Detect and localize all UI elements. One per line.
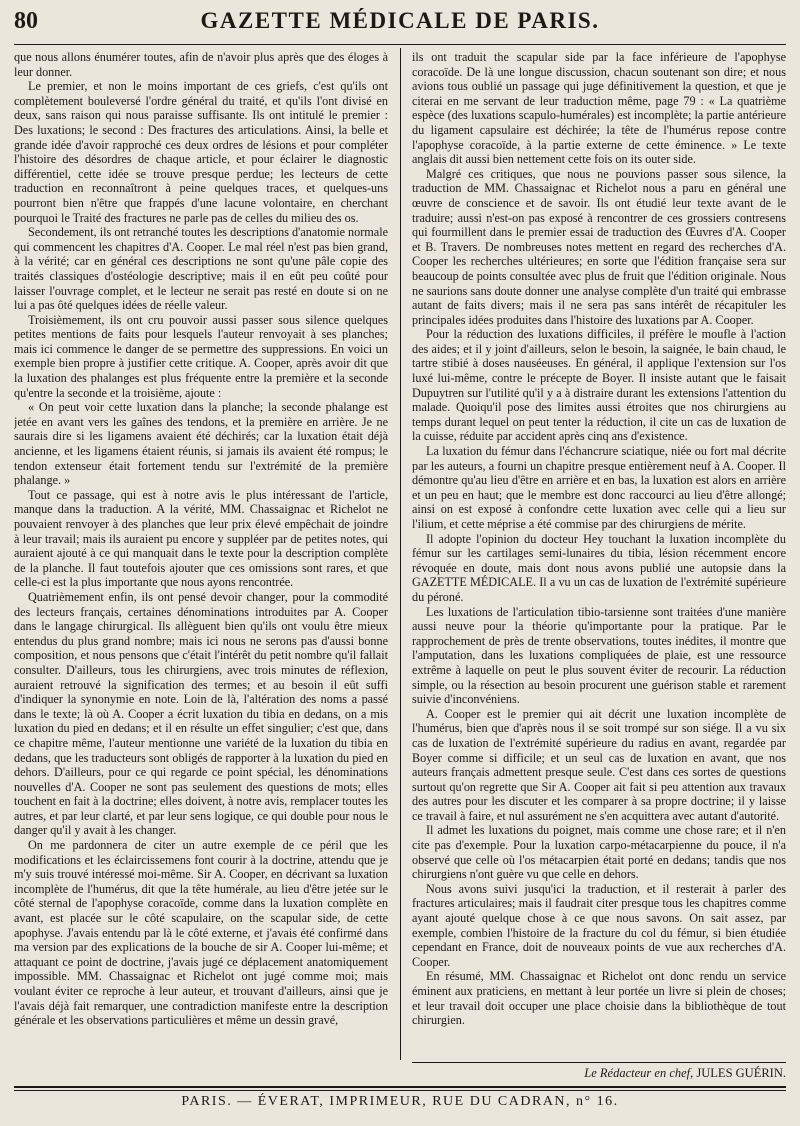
paragraph: La luxation du fémur dans l'échancrure sciatique, niée ou fort mal décrite par les auteurs, a fourni un chapitre presque entièrement neuf à A. Cooper. Il démontre qu'au lieu d'être en arrière et en bas, la luxation est alors en arrière et un peu en haut; que le membre est donc raccourci au lieu d'être allongé; ainsi on est exposé à confondre cette luxation avec celle qui a lieu sur l'ilium, et cette méprise a été commise par des chirurgiens de mérite. (412, 444, 786, 531)
paragraph: Malgré ces critiques, que nous ne pouvions passer sous silence, la traduction de MM. Chassaignac et Richelot nous a paru en général une œuvre de conscience et de savoir. Ils ont étudié leur texte avant de le traduire; aussi n'est-on pas exposé à rencontrer de ces grossiers contresens qui fourmillent dans le premier essai de traduction des Œuvres d'A. Cooper et B. Travers. De nombreuses notes mettent en regard des recherches d'A. Cooper les recherches ultérieures; en sorte que l'édition française sera sur beaucoup de points consultée avec plus de fruit que l'édition originale. Nous ne saurions sans doute donner une analyse complète d'un traité qui embrasse autant de faits divers; mais il ne sera pas sans intérêt de récapituler les principales idées produites dans l'histoire des luxations par A. Cooper. (412, 166, 786, 327)
signature-role: Le Rédacteur en chef, (584, 1066, 694, 1080)
paragraph: Pour la réduction des luxations difficiles, il préfère le moufle à l'action des aides; et il y joint d'ailleurs, selon le besoin, la saignée, le bain chaud, le tartre stibié à doses nauséeuses. En général, il applique l'extension sur l'os luxé lui-même, contre le précepte de Boyer. Il insiste autant que le faisait Dupuytren sur l'utilité qu'il y a à distraire durant les extensions l'attention du malade. Quoiqu'il pose des limites aussi étroites que nos chirurgiens au temps durant lequel on peut tenter la réduction, il cite un cas de luxation de la cuisse, réduite par accident après cinq ans d'existence. (412, 327, 786, 444)
paragraph: que nous allons énumérer toutes, afin de n'avoir plus après que des éloges à leur donner. (14, 50, 388, 79)
footer-rule (14, 1086, 786, 1088)
paragraph: Il adopte l'opinion du docteur Hey touchant la luxation incomplète du fémur sur les cartilages semi-lunaires du tibia, lésion récemment encore révoquée en doute, mais dont nous avons publié une autopsie dans la GAZETTE MÉDICALE. Il a vu un cas de luxation de l'extrémité supérieure du péroné. (412, 531, 786, 604)
journal-title: GAZETTE MÉDICALE DE PARIS. (200, 8, 600, 33)
paragraph: Les luxations de l'articulation tibio-tarsienne sont traitées d'une manière aussi neuve pour la théorie qu'importante pour la pratique. Par le rapprochement de près de trente observations, toutes inédites, il montre que l'amputation, dans les luxations compliquées de plaie, est une ressource extrême à laquelle on peut le plus souvent éviter de recourir. La réduction simple, ou la résection au besoin procurent une guérison stable et rarement suivie d'inconvéniens. (412, 604, 786, 707)
column-divider (400, 48, 401, 1060)
paragraph: On me pardonnera de citer un autre exemple de ce péril que les modifications et les éclaircissemens font courir à la doctrine, attendu que je m'y suis trouvé intéressé moi-même. Sir A. Cooper, en décrivant sa luxation incomplète de l'humérus, dit que la tête humérale, au lieu d'être jetée sur le côté sternal de l'apophyse coracoïde, comme dans la luxation complète en avant, est placée sur le côté scapulaire, on the scapular side, de cette apophyse. J'avais entendu par là le côté externe, et j'avais été confirmé dans ma version par des explications de la bouche de sir A. Cooper lui-même; et attaquant ce point de doctrine, j'avais jugé ce déplacement anatomiquement impossible. MM. Chassaignac et Richelot ont jugé comme moi; mais voulant éviter ce reproche à leur auteur, et trouvant d'ailleurs, ainsi que je l'avais déjà fait remarquer, une contradiction manifeste entre la description générale et les observations particulières et même un dessin gravé, (14, 838, 388, 1028)
paragraph: Le premier, et non le moins important de ces griefs, c'est qu'ils ont complètement bouleversé l'ordre général du traité, et qu'ils l'ont divisé en deux, sans raison qui nous paraisse suffisante. Ils ont intitulé le premier : Des luxations; le second : Des fractures des articulations. Ainsi, la belle et grande idée d'avoir rapproché ces deux ordres de lésions et pour compléter l'histoire des désordres de chaque article, et pour éclairer le diagnostic différentiel, cette idée se trouve presque perdue; les lecteurs de cette traduction en reconnaîtront à peine quelques traces, et quelques-uns pourront bien n'être que frappés d'une lacune volontaire, en cherchant pourquoi le Traité des fractures ne parle pas de celles du milieu des os. (14, 79, 388, 225)
header-rule (14, 44, 786, 45)
paragraph: Quatrièmement enfin, ils ont pensé devoir changer, pour la commodité des lecteurs français, certaines dénominations introduites par A. Cooper dans le langage chirurgical. Ils allèguent bien qu'ils ont voulu être mieux entendus du plus grand nombre; mais ici nous ne serons pas d'aussi bonne composition, et nous pensons que c'était l'intérêt du petit nombre qu'il fallait consulter. D'ailleurs, tous les chirurgiens, avec trois minutes de réflexion, auraient retrouvé la signification des termes; et au besoin il eût suffi d'indiquer la synonymie en note. Loin de là, l'altération des noms a passé dans le texte; là où A. Cooper a écrit luxation du tibia en dedans, on a mis luxation du pied en dedans; et il en résulte un effet singulier; c'est que, dans ce chapitre même, l'auteur mentionne une variété de la luxation du tibia en dedans, que les traducteurs sont obligés de rapporter à la luxation du pied en dehors. D'ailleurs, pour ce qui regarde ce point spécial, les dénominations nouvelles d'A. Cooper ne sont pas seulement des questions de mots; elles touchent en fait à la doctrine; elles doivent, à notre avis, remplacer toutes les autres, et par leur clarté, et par leur sens logique, ce qui double pour nous le danger qu'il y avait à les changer. (14, 589, 388, 838)
paragraph: En résumé, MM. Chassaignac et Richelot ont donc rendu un service éminent aux praticiens, en mettant à leur portée un livre si plein de choses; et leur travail doit occuper une place choisie dans la bibliothèque de tout chirurgien. (412, 969, 786, 1028)
editor-signature (412, 1062, 786, 1081)
paragraph: Secondement, ils ont retranché toutes les descriptions d'anatomie normale qui commencent les chapitres d'A. Cooper. Le mal réel n'est pas bien grand, à la vérité; car en général ces descriptions ne sont qu'une pâle copie des traités classiques d'ostéologie descriptive; mais il en eût peu coûté pour laisser l'ouvrage complet, et le lecteur ne serait pas resté en doute si on ne lui a pas ôté quelques idées de réelle valeur. (14, 225, 388, 313)
printer-imprint: PARIS. — ÉVERAT, IMPRIMEUR, RUE DU CADRAN, n° 16. (181, 1094, 619, 1109)
signature-name: JULES GUÉRIN. (696, 1066, 786, 1080)
left-column (14, 50, 388, 1060)
paragraph: Il admet les luxations du poignet, mais comme une chose rare; et il n'en cite pas d'exemple. Pour la luxation carpo-métacarpienne du pouce, il n'a observé que celle où l'os métacarpien était porté en dedans; tandis que nos chirurgiens n'ont guère vu que celle en dehors. (412, 823, 786, 882)
paragraph: Tout ce passage, qui est à notre avis le plus intéressant de l'article, manque dans la traduction. A la vérité, MM. Chassaignac et Richelot ne pouvaient renvoyer à des planches que leur prix élevé empêchait de joindre à leur travail; mais ils auraient pu encore y suppléer par de petites notes, qui auraient ajouté à ce qui manquait dans le texte pour la description complète de la planche. Il faut toutefois ajouter que ces omissions sont rares, et que celle-ci est la plus importante que nous ayons rencontrée. (14, 487, 388, 590)
paragraph: Troisièmement, ils ont cru pouvoir aussi passer sous silence quelques petites mentions de faits pour lesquels l'auteur renvoyait à ses planches; mais ici commence le danger de se permettre des suppressions. En voici un exemple bien propre à justifier cette critique. A. Cooper, après avoir dit que la luxation des phalanges est plus fréquente entre la première et la seconde qu'entre la seconde et la troisième, ajoute : (14, 312, 388, 400)
quotation: « On peut voir cette luxation dans la planche; la seconde phalange est jetée en avant vers les gaînes des tendons, et la première en arrière. Je ne saurais dire si les ligamens avaient été déchirés; car la luxation était déjà ancienne, et les ligamens étaient réunis, si jamais ils avaient été rompus; le tendon extenseur était fortement tendu sur l'extrémité de la première phalange. » (14, 400, 388, 488)
paragraph: A. Cooper est le premier qui ait décrit une luxation incomplète de l'humérus, bien que d'après nous il se soit trompé sur son siége. Il a vu six cas de luxation de l'extrémité supérieure du radius en avant, regardée par Boyer comme si difficile; et un seul cas de luxation en avant, que nos auteurs français admettent presque seule. C'est dans ces sortes de questions surtout qu'on regrette que Sir A. Cooper ait fait si peu attention aux travaux des autres pour les discuter et les comparer à sa propre doctrine; il y laisse ce travail à faire, et nul assurément ne s'en acquittera avec autant d'autorité. (412, 706, 786, 823)
paragraph: ils ont traduit the scapular side par la face inférieure de l'apophyse coracoïde. De là une longue discussion, chacun soutenant son dire; et nous avions tous oublié un passage qui juge définitivement la question, et que je citerai en me servant de leur traduction même, page 79 : « La quatrième espèce (des luxations scapulo-humérales) est incomplète; la partie antérieure du ligament capsulaire est déchirée; la tête de l'humérus repose contre l'apophyse coracoïde, à la partie externe de cette éminence. » Le texte anglais dit aussi bien nettement cette fois on its outer side. (412, 50, 786, 167)
paragraph: Nous avons suivi jusqu'ici la traduction, et il resterait à parler des fractures articulaires; mais il faudrait citer presque tous les chapitres comme ayant ajouté quelque chose à ce que nous savons. On sait assez, par exemple, combien l'histoire de la fracture du col du fémur, si bien étudiée cependant en France, doit de nouveaux points de vue aux recherches d'A. Cooper. (412, 881, 786, 969)
page-header (14, 8, 786, 42)
page-number: 80 (14, 8, 38, 34)
right-column (412, 50, 786, 1060)
footer-rule-thin (14, 1090, 786, 1091)
